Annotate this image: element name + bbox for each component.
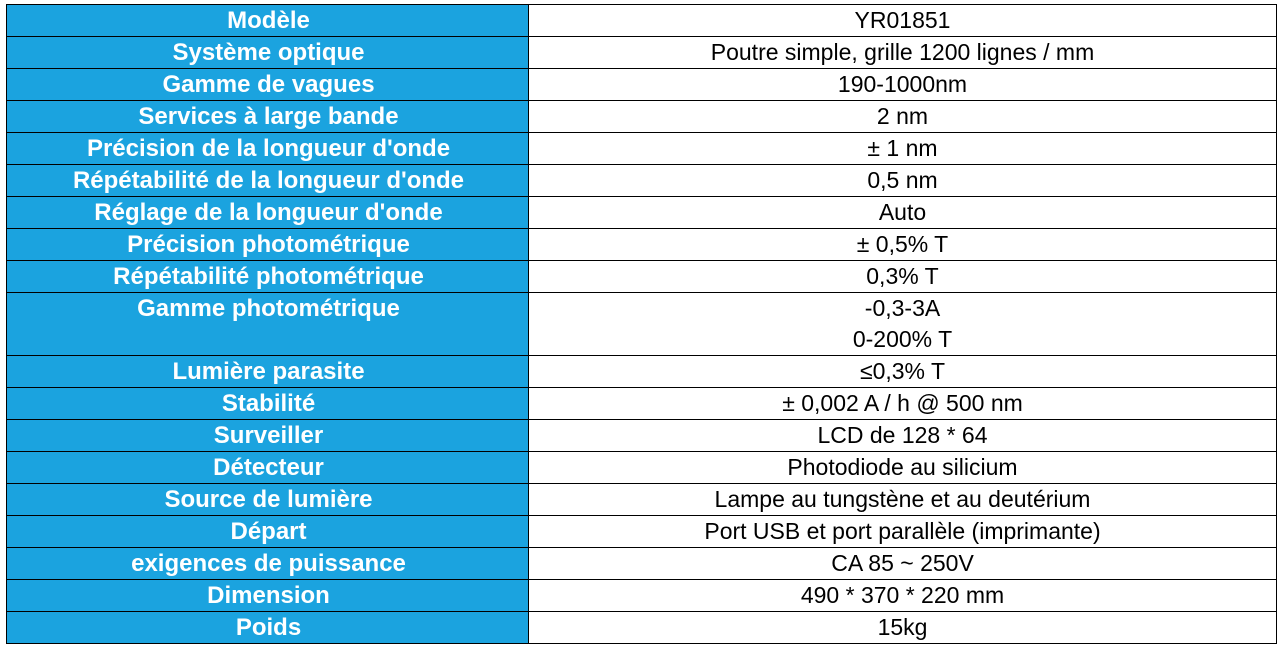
spec-value [529,133,1277,165]
spec-value [529,548,1277,580]
spec-value-line: YR01851 [854,7,951,33]
spec-value [529,5,1277,37]
spec-value [529,420,1277,452]
spec-value [529,293,1277,356]
spec-value [529,229,1277,261]
table-row [7,484,1277,516]
spec-value [529,37,1277,69]
spec-value [529,484,1277,516]
table-row [7,5,1277,37]
spec-value [529,580,1277,612]
spec-value-line: ± 0,5% T [856,231,949,257]
table-row [7,356,1277,388]
spec-label: Répétabilité de la longueur d'onde [7,165,529,197]
table-row [7,101,1277,133]
spec-label: exigences de puissance [7,548,529,580]
table-row [7,420,1277,452]
spec-label: Détecteur [7,452,529,484]
table-row [7,133,1277,165]
spec-label: Lumière parasite [7,356,529,388]
spec-label: Source de lumière [7,484,529,516]
spec-label: Dimension [7,580,529,612]
table-row [7,516,1277,548]
spec-value [529,261,1277,293]
spec-value-line: Poutre simple, grille 1200 lignes / mm [710,39,1095,65]
spec-label: Stabilité [7,388,529,420]
table-row [7,612,1277,644]
spec-value [529,101,1277,133]
spec-value-line: 0-200% T [852,326,953,352]
spec-label: Départ [7,516,529,548]
spec-value [529,165,1277,197]
spec-value-line: ± 0,002 A / h @ 500 nm [782,390,1023,416]
spec-label: Réglage de la longueur d'onde [7,197,529,229]
spec-value-line: Auto [878,199,927,225]
spec-value-line: 2 nm [876,103,929,129]
spec-label: Surveiller [7,420,529,452]
spec-value-line: 0,3% T [866,263,939,289]
spec-table [6,4,1277,644]
spec-value [529,356,1277,388]
table-row [7,197,1277,229]
spec-value-line: Photodiode au silicium [787,454,1018,480]
spec-label: Gamme photométrique [7,293,529,356]
table-row [7,261,1277,293]
spec-table-body [7,5,1277,644]
spec-value-line: ± 1 nm [867,135,938,161]
spec-value [529,452,1277,484]
spec-value-line: ≤0,3% T [859,358,946,384]
spec-value [529,516,1277,548]
table-row [7,580,1277,612]
spec-value-line: Port USB et port parallèle (imprimante) [704,518,1101,544]
spec-value [529,197,1277,229]
spec-value-line: 490 * 370 * 220 mm [800,582,1005,608]
table-row [7,452,1277,484]
spec-label: Poids [7,612,529,644]
table-row [7,548,1277,580]
spec-label: Précision de la longueur d'onde [7,133,529,165]
spec-label: Répétabilité photométrique [7,261,529,293]
spec-label: Services à large bande [7,101,529,133]
table-row [7,165,1277,197]
spec-label: Modèle [7,5,529,37]
spec-value-line: -0,3-3A [864,295,941,321]
spec-value [529,69,1277,101]
spec-value-line: LCD de 128 * 64 [817,422,988,448]
spec-value [529,388,1277,420]
spec-value-line: 0,5 nm [867,167,938,193]
spec-value-line: 190-1000nm [837,71,968,97]
spec-label: Système optique [7,37,529,69]
table-row [7,37,1277,69]
table-row [7,69,1277,101]
spec-label: Précision photométrique [7,229,529,261]
spec-label: Gamme de vagues [7,69,529,101]
spec-value-line: Lampe au tungstène et au deutérium [714,486,1091,512]
spec-value-line: 15kg [877,614,928,640]
spec-value-line: CA 85 ~ 250V [831,550,974,576]
table-row [7,229,1277,261]
spec-value [529,612,1277,644]
table-row [7,388,1277,420]
table-row [7,293,1277,356]
